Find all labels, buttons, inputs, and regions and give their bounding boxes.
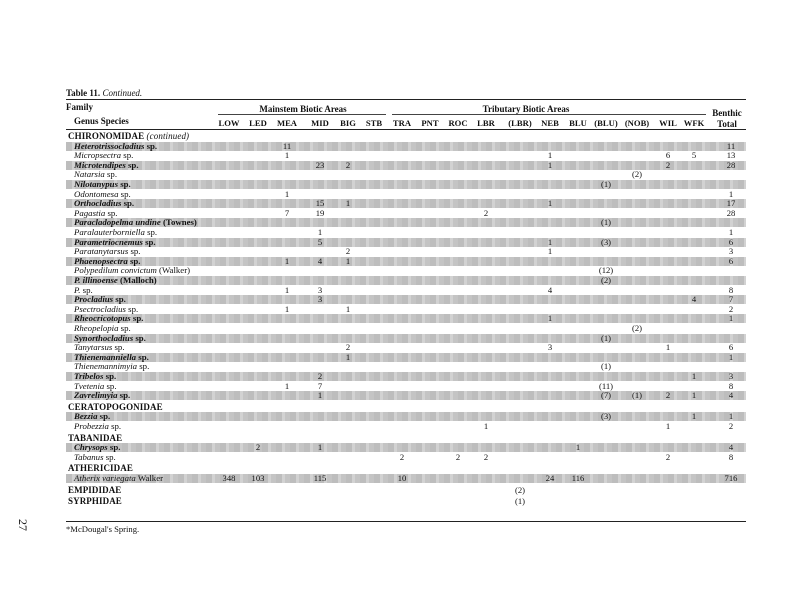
cell-value: (2) bbox=[631, 323, 643, 333]
species-suffix: sp. bbox=[121, 150, 134, 161]
mainstem-group-header: Mainstem Biotic Areas bbox=[259, 104, 347, 114]
species-suffix: sp. bbox=[108, 421, 122, 431]
genus: Parametriocnemus bbox=[74, 236, 143, 247]
species-name bbox=[74, 160, 139, 170]
species-name bbox=[74, 452, 116, 462]
species-name bbox=[74, 189, 131, 199]
cell-value: 19 bbox=[315, 207, 325, 218]
species-name bbox=[74, 313, 143, 323]
cell-value: 1 bbox=[575, 442, 581, 453]
column-header: STB bbox=[365, 118, 383, 128]
cell-value: 2 bbox=[483, 451, 489, 462]
genus: Tanytarsus bbox=[74, 342, 113, 353]
table-row bbox=[66, 453, 746, 462]
species-suffix: sp. bbox=[118, 323, 131, 333]
cell-value: 3 bbox=[317, 284, 323, 295]
column-header: MID bbox=[311, 118, 329, 128]
cell-value: 1 bbox=[284, 380, 290, 391]
cell-value: (2) bbox=[514, 484, 526, 495]
benthic-total-value: 3 bbox=[728, 246, 734, 257]
genus: Pagastia bbox=[74, 207, 106, 218]
genus: Tabanus bbox=[74, 451, 104, 462]
table-row bbox=[66, 305, 746, 314]
genus: Orthocladius bbox=[74, 198, 122, 209]
benthic-total-value: 2 bbox=[728, 421, 734, 431]
table-row bbox=[66, 362, 746, 371]
benthic-total-value: 6 bbox=[728, 255, 734, 266]
page-number: 27 bbox=[16, 519, 30, 531]
cell-value: 1 bbox=[547, 159, 553, 170]
species-suffix: sp. bbox=[125, 159, 139, 170]
family-label: SYRPHIDAE bbox=[68, 496, 122, 507]
cell-value: 348 bbox=[222, 473, 236, 483]
benthic-total-value: 1 bbox=[728, 411, 734, 422]
table-row bbox=[66, 161, 746, 170]
benthic-total-line1: Benthic bbox=[712, 108, 742, 118]
table-row bbox=[66, 218, 746, 227]
cell-value: 1 bbox=[345, 303, 351, 314]
benthic-total-value: 3 bbox=[728, 371, 734, 381]
genus: Tvetenia bbox=[74, 380, 105, 391]
genus: Phaenopsectra bbox=[74, 255, 128, 266]
cell-value: 1 bbox=[317, 227, 323, 237]
species-name bbox=[74, 342, 125, 352]
benthic-total-value: 8 bbox=[728, 284, 734, 295]
family-label: EMPIDIDAE bbox=[68, 484, 122, 495]
species-suffix: sp. bbox=[117, 390, 131, 401]
species-suffix: sp. bbox=[133, 332, 146, 343]
benthic-total-value: 4 bbox=[728, 390, 734, 401]
species-name bbox=[74, 361, 149, 371]
cell-value: 1 bbox=[345, 351, 351, 362]
species-name bbox=[74, 371, 116, 381]
species-name bbox=[74, 246, 141, 256]
cell-value: 1 bbox=[284, 303, 290, 314]
tributary-group-header: Tributary Biotic Areas bbox=[482, 104, 570, 114]
benthic-total-value: 6 bbox=[728, 236, 734, 247]
cell-value: 2 bbox=[399, 451, 405, 462]
top-rule bbox=[66, 99, 746, 100]
cell-value: 3 bbox=[547, 342, 553, 353]
species-suffix: sp. bbox=[103, 371, 117, 381]
species-suffix: (Walker) bbox=[156, 265, 191, 276]
species-name bbox=[74, 237, 156, 247]
cell-value: 2 bbox=[665, 390, 671, 401]
genus: Atherix variegata bbox=[74, 473, 136, 483]
bottom-rule bbox=[66, 521, 746, 522]
table-row bbox=[66, 382, 746, 391]
species-suffix: sp. bbox=[104, 380, 117, 391]
cell-value: 2 bbox=[455, 451, 461, 462]
cell-value: 1 bbox=[691, 411, 697, 422]
cell-value: 1 bbox=[317, 442, 323, 453]
family-name bbox=[68, 402, 163, 412]
genus: Probezzia bbox=[74, 421, 109, 431]
family-note: (continued) bbox=[144, 131, 190, 141]
species-suffix: sp. bbox=[97, 411, 111, 422]
cell-value: 1 bbox=[691, 371, 697, 381]
species-name bbox=[74, 381, 117, 391]
genus: Rheocricotopus bbox=[74, 313, 131, 324]
table-row bbox=[66, 353, 746, 362]
cell-value: 5 bbox=[691, 150, 697, 161]
table-row bbox=[66, 286, 746, 295]
cell-value: 1 bbox=[284, 284, 290, 295]
genus: Thienemannimyia bbox=[74, 361, 138, 372]
genus: Nilotanypus bbox=[74, 179, 118, 189]
family-name bbox=[68, 485, 121, 495]
table-caption-text: Continued. bbox=[102, 88, 143, 98]
species-suffix: sp. bbox=[103, 451, 116, 462]
cell-value: (7) bbox=[600, 390, 612, 401]
genus: Paralauterborniella bbox=[74, 227, 145, 237]
species-suffix: (Malloch) bbox=[117, 275, 157, 285]
cell-value: (3) bbox=[600, 411, 612, 422]
cell-value: 2 bbox=[665, 451, 671, 462]
genus: Bezzia bbox=[74, 411, 98, 422]
genus: Tribelos bbox=[74, 371, 104, 381]
cell-value: 115 bbox=[313, 473, 327, 483]
cell-value: 116 bbox=[571, 473, 585, 483]
cell-value: 1 bbox=[547, 246, 553, 257]
cell-value: 2 bbox=[345, 342, 351, 353]
genus: Heterotrissocladius bbox=[74, 140, 145, 151]
benthic-total-value: 28 bbox=[726, 159, 736, 170]
species-suffix: sp. bbox=[142, 236, 156, 247]
family-row bbox=[66, 434, 746, 443]
species-name bbox=[74, 352, 149, 362]
family-name bbox=[68, 463, 133, 473]
cell-value: 1 bbox=[317, 390, 323, 401]
genus: Thienemanniella bbox=[74, 351, 137, 362]
mainstem-underline bbox=[218, 114, 386, 115]
table-row bbox=[66, 276, 746, 285]
species-name bbox=[74, 198, 134, 208]
cell-value: (12) bbox=[598, 265, 614, 276]
genus: Psectrocladius bbox=[74, 303, 126, 314]
column-header: LOW bbox=[218, 118, 240, 128]
table-row bbox=[66, 443, 746, 452]
species-name bbox=[74, 390, 130, 400]
species-name bbox=[74, 227, 157, 237]
species-suffix: sp. bbox=[144, 227, 158, 237]
benthic-total-value: 11 bbox=[726, 140, 736, 151]
species-suffix: sp. bbox=[130, 313, 144, 324]
table-row bbox=[66, 247, 746, 256]
genus: Paratanytarsus bbox=[74, 246, 129, 257]
cell-value: 4 bbox=[317, 255, 323, 266]
table-row bbox=[66, 412, 746, 421]
column-header: (BLU) bbox=[594, 118, 618, 128]
cell-value: 1 bbox=[691, 390, 697, 401]
genus: Micropsectra bbox=[74, 150, 122, 161]
family-header: Family bbox=[66, 102, 93, 112]
species-suffix: sp. bbox=[127, 255, 141, 266]
cell-value: 103 bbox=[251, 473, 265, 483]
species-suffix: sp. bbox=[107, 442, 121, 453]
cell-value: 1 bbox=[284, 255, 290, 266]
cell-value: (1) bbox=[600, 217, 612, 228]
species-name bbox=[74, 208, 118, 218]
benthic-total-value: 716 bbox=[724, 473, 738, 483]
table-row bbox=[66, 190, 746, 199]
cell-value: (1) bbox=[514, 496, 526, 507]
species-suffix: sp. bbox=[113, 294, 126, 305]
benthic-total-value: 4 bbox=[728, 442, 734, 453]
cell-value: (1) bbox=[600, 361, 612, 372]
table-row bbox=[66, 151, 746, 160]
species-name bbox=[74, 169, 117, 179]
cell-value: 1 bbox=[483, 421, 489, 431]
cell-value: 6 bbox=[665, 150, 671, 161]
species-suffix: sp. bbox=[125, 303, 139, 314]
table-row bbox=[66, 474, 746, 483]
species-name bbox=[74, 294, 126, 304]
family-label: CHIRONOMIDAE bbox=[68, 131, 145, 141]
species-name bbox=[74, 442, 120, 452]
family-name bbox=[68, 433, 122, 443]
table-caption-label: Table 11. bbox=[66, 88, 101, 98]
species-suffix: sp. bbox=[137, 361, 150, 372]
cell-value: (2) bbox=[600, 275, 612, 285]
cell-value: 5 bbox=[317, 236, 323, 247]
genus: P. bbox=[74, 284, 81, 295]
species-suffix: sp. bbox=[128, 246, 141, 257]
benthic-total-value: 2 bbox=[728, 303, 734, 314]
table-row bbox=[66, 170, 746, 179]
footnote: *McDougal's Spring. bbox=[66, 524, 140, 534]
column-header: WIL bbox=[659, 118, 677, 128]
family-label: ATHERICIDAE bbox=[68, 463, 133, 474]
table-row bbox=[66, 180, 746, 189]
family-row bbox=[66, 403, 746, 412]
column-header: NEB bbox=[541, 118, 559, 128]
family-row bbox=[66, 486, 746, 495]
species-suffix: sp. bbox=[118, 179, 131, 189]
genus: Chrysops bbox=[74, 442, 108, 453]
cell-value: 1 bbox=[547, 198, 553, 209]
genus: Rheopelopia bbox=[74, 323, 119, 333]
table-row bbox=[66, 314, 746, 323]
cell-value: 3 bbox=[317, 294, 323, 305]
benthic-total-value: 7 bbox=[728, 294, 734, 305]
cell-value: 1 bbox=[665, 421, 671, 431]
genus: Microtendipes bbox=[74, 159, 126, 170]
species-name bbox=[74, 333, 146, 343]
cell-value: 1 bbox=[547, 313, 553, 324]
table-row bbox=[66, 343, 746, 352]
benthic-total-value: 1 bbox=[728, 227, 734, 237]
species-name bbox=[74, 285, 93, 295]
column-header: MEA bbox=[276, 118, 298, 128]
benthic-total-value: 28 bbox=[726, 207, 736, 218]
species-name bbox=[74, 150, 133, 160]
family-row bbox=[66, 497, 746, 506]
cell-value: 15 bbox=[315, 198, 325, 209]
cell-value: 2 bbox=[345, 159, 351, 170]
table-row bbox=[66, 266, 746, 275]
table-row bbox=[66, 324, 746, 333]
cell-value: 10 bbox=[397, 473, 407, 483]
species-suffix: sp. bbox=[104, 169, 118, 180]
benthic-total-value: 8 bbox=[728, 451, 734, 462]
cell-value: 1 bbox=[345, 198, 351, 209]
genus: Polypedilum convictum bbox=[74, 265, 157, 276]
cell-value: 4 bbox=[547, 284, 553, 295]
species-suffix: Walker bbox=[135, 473, 164, 483]
species-suffix: sp. bbox=[80, 284, 93, 295]
benthic-total-line2: Total bbox=[717, 119, 737, 129]
benthic-total-header bbox=[712, 108, 742, 130]
tributary-underline bbox=[392, 114, 706, 115]
cell-value: 2 bbox=[483, 207, 489, 218]
species-name bbox=[74, 179, 131, 189]
cell-value: 24 bbox=[545, 473, 555, 483]
table-row bbox=[66, 238, 746, 247]
cell-value: 23 bbox=[315, 159, 325, 170]
species-name bbox=[74, 411, 110, 421]
family-name bbox=[68, 496, 122, 506]
genus: Odontomesa bbox=[74, 188, 119, 199]
column-header: (NOB) bbox=[624, 118, 650, 128]
table-row bbox=[66, 199, 746, 208]
species-suffix: sp. bbox=[105, 207, 118, 218]
family-row bbox=[66, 132, 746, 141]
species-suffix: sp. bbox=[136, 351, 149, 362]
benthic-total-value: 1 bbox=[728, 313, 734, 324]
family-label: TABANIDAE bbox=[68, 432, 123, 443]
genus: P. illinoense bbox=[74, 275, 118, 285]
cell-value: 1 bbox=[345, 255, 351, 266]
table-row bbox=[66, 228, 746, 237]
benthic-total-value: 1 bbox=[728, 188, 734, 199]
cell-value: 2 bbox=[317, 371, 323, 381]
species-name bbox=[74, 323, 131, 333]
genus: Zavrelimyia bbox=[74, 390, 118, 401]
table-row bbox=[66, 295, 746, 304]
genus: Procladius bbox=[74, 294, 114, 305]
benthic-total-value: 6 bbox=[728, 342, 734, 353]
cell-value: (3) bbox=[600, 236, 612, 247]
benthic-total-value: 1 bbox=[728, 351, 734, 362]
cell-value: 2 bbox=[255, 442, 261, 453]
species-name bbox=[74, 141, 157, 151]
cell-value: 1 bbox=[665, 342, 671, 353]
cell-value: (1) bbox=[600, 179, 612, 189]
species-suffix: sp. bbox=[121, 198, 135, 209]
column-header: (LBR) bbox=[508, 118, 532, 128]
species-name bbox=[74, 275, 157, 285]
table-row bbox=[66, 372, 746, 381]
cell-value: 7 bbox=[284, 207, 290, 218]
cell-value: (1) bbox=[631, 390, 643, 401]
cell-value: 1 bbox=[547, 150, 553, 161]
family-label: CERATOPOGONIDAE bbox=[68, 401, 163, 412]
cell-value: (11) bbox=[599, 380, 613, 391]
species-suffix: sp. bbox=[118, 188, 131, 199]
cell-value: 11 bbox=[282, 140, 292, 151]
column-header: BIG bbox=[340, 118, 356, 128]
cell-value: 2 bbox=[665, 159, 671, 170]
cell-value: (1) bbox=[600, 332, 612, 343]
species-name bbox=[74, 421, 121, 431]
table-row bbox=[66, 334, 746, 343]
species-name bbox=[74, 473, 163, 483]
genus: Paracladopelma undine bbox=[74, 217, 161, 228]
column-header: PNT bbox=[421, 118, 439, 128]
benthic-total-value: 17 bbox=[726, 198, 736, 209]
table-caption bbox=[66, 88, 142, 98]
cell-value: 4 bbox=[691, 294, 697, 305]
genus-species-header: Genus Species bbox=[74, 116, 129, 126]
column-header: BLU bbox=[569, 118, 587, 128]
table-row bbox=[66, 422, 746, 431]
species-name bbox=[74, 265, 190, 275]
species-name bbox=[74, 217, 197, 227]
species-name bbox=[74, 256, 140, 266]
genus: Synorthocladius bbox=[74, 332, 134, 343]
cell-value: 7 bbox=[317, 380, 323, 391]
cell-value: (2) bbox=[631, 169, 643, 180]
cell-value: 1 bbox=[547, 236, 553, 247]
cell-value: 1 bbox=[284, 150, 290, 161]
column-header: TRA bbox=[392, 118, 412, 128]
species-suffix: (Townes) bbox=[160, 217, 197, 228]
species-suffix: sp. bbox=[144, 140, 158, 151]
column-header: LED bbox=[249, 118, 267, 128]
cell-value: 1 bbox=[284, 188, 290, 199]
header-rule bbox=[66, 129, 746, 130]
family-name bbox=[68, 131, 189, 141]
benthic-total-value: 13 bbox=[726, 150, 736, 161]
column-header: ROC bbox=[448, 118, 468, 128]
species-suffix: sp. bbox=[112, 342, 125, 353]
table-row bbox=[66, 391, 746, 400]
benthic-total-value: 8 bbox=[728, 380, 734, 391]
table-row bbox=[66, 142, 746, 151]
column-header: WFK bbox=[683, 118, 705, 128]
species-name bbox=[74, 304, 138, 314]
column-header: LBR bbox=[477, 118, 495, 128]
cell-value: 2 bbox=[345, 246, 351, 257]
genus: Natarsia bbox=[74, 169, 105, 180]
